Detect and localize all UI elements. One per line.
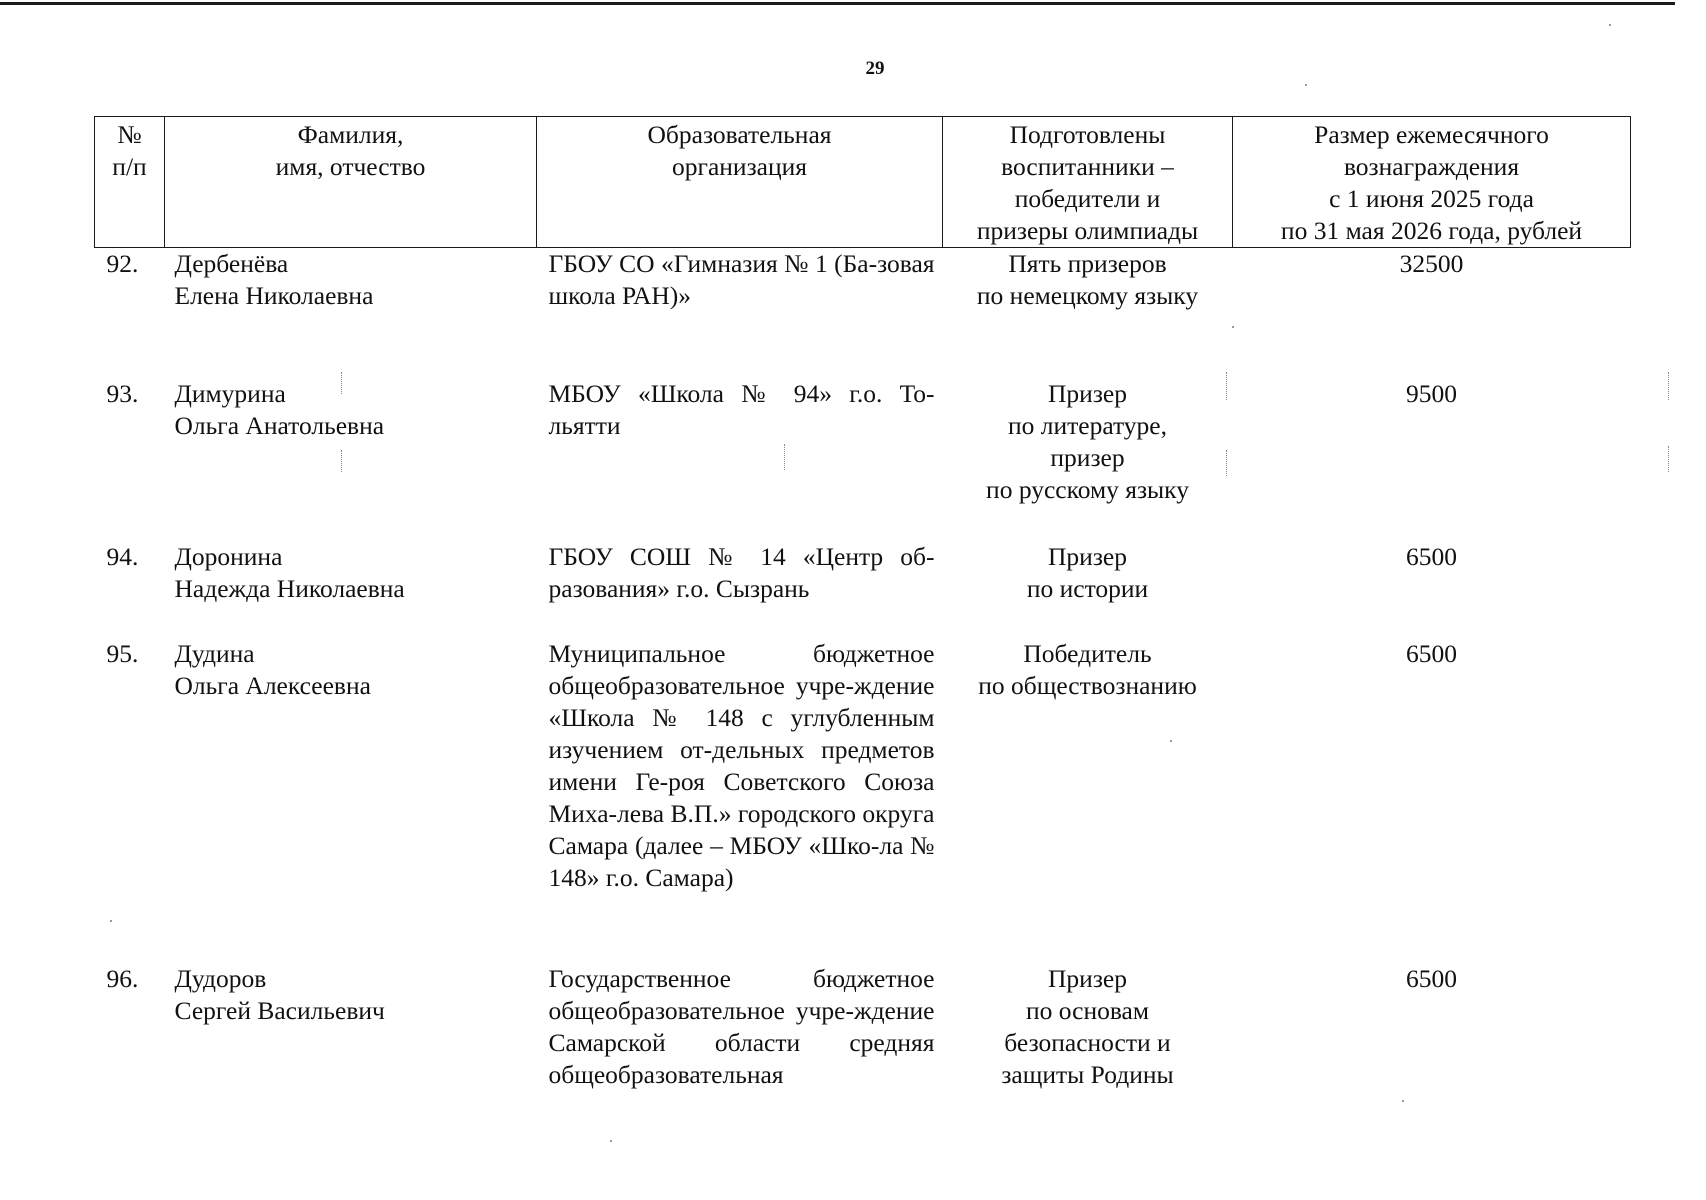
table-header bbox=[95, 117, 1631, 248]
row-organization: ГБОУ СОШ № 14 «Центр об-разования» г.о. Сызрань bbox=[548, 542, 935, 603]
row-organization: Государственное бюджетное общеобразовательное учре-ждение Самарской области средняя общеобразовательная bbox=[548, 964, 935, 1089]
row-full-name: Доронина Надежда Николаевна bbox=[174, 542, 405, 603]
header-organization: Образовательная организация bbox=[537, 117, 943, 248]
scan-speck bbox=[1305, 84, 1307, 86]
table-row bbox=[95, 541, 1631, 638]
table-row bbox=[95, 963, 1631, 1103]
scan-mark bbox=[784, 444, 786, 470]
row-organization: Муниципальное бюджетное общеобразовательное учре-ждение «Школа № 148 с углубленным изучением от-дельных предметов имени Ге-роя Советского Союза Миха-лева В.П.» городского округа Самара (далее – МБОУ «Шко-ла № 148» г.о. Самара) bbox=[548, 639, 935, 892]
row-achievement: Призер по основам безопасности и защиты Родины bbox=[1001, 964, 1174, 1089]
scan-mark bbox=[1226, 450, 1228, 476]
row-amount: 9500 bbox=[1406, 379, 1457, 408]
row-amount: 6500 bbox=[1406, 964, 1457, 993]
row-number: 93. bbox=[106, 379, 139, 408]
row-full-name: Дудоров Сергей Васильевич bbox=[174, 964, 385, 1025]
header-achievements: Подготовлены воспитанники – победители и призеры олимпиады bbox=[943, 117, 1233, 248]
scan-mark bbox=[1226, 372, 1228, 400]
row-number: 92. bbox=[106, 249, 139, 278]
row-full-name: Дудина Ольга Алексеевна bbox=[174, 639, 371, 700]
scan-mark bbox=[1668, 372, 1670, 400]
header-full-name: Фамилия, имя, отчество bbox=[165, 117, 537, 248]
row-amount: 32500 bbox=[1399, 249, 1464, 278]
row-achievement: Призер по литературе, призер по русскому языку bbox=[986, 379, 1189, 504]
header-reward-amount: Размер ежемесячного вознаграждения с 1 июня 2025 года по 31 мая 2026 года, рублей bbox=[1233, 117, 1631, 248]
table-row bbox=[95, 248, 1631, 379]
row-organization: МБОУ «Школа № 94» г.о. То-льятти bbox=[548, 379, 935, 440]
row-amount: 6500 bbox=[1406, 639, 1457, 668]
row-organization: ГБОУ СО «Гимназия № 1 (Ба-зовая школа РАН)» bbox=[548, 249, 935, 310]
row-number: 96. bbox=[106, 964, 139, 993]
row-achievement: Пять призеров по немецкому языку bbox=[976, 249, 1199, 310]
scan-speck bbox=[1170, 740, 1172, 742]
scan-speck bbox=[1402, 1100, 1404, 1102]
page-number: 29 bbox=[865, 58, 885, 79]
table-body bbox=[95, 248, 1631, 1104]
scan-mark bbox=[1668, 446, 1670, 472]
scan-speck bbox=[610, 1140, 612, 1142]
scan-mark bbox=[341, 372, 343, 394]
top-border-line bbox=[0, 2, 1675, 5]
row-number: 95. bbox=[106, 639, 139, 668]
row-full-name: Димурина Ольга Анатольевна bbox=[174, 379, 385, 440]
awards-table bbox=[94, 116, 1631, 1103]
table-row bbox=[95, 638, 1631, 963]
scan-speck bbox=[1232, 326, 1234, 328]
row-amount: 6500 bbox=[1406, 542, 1457, 571]
row-achievement: Победитель по обществознанию bbox=[978, 639, 1197, 700]
scan-speck bbox=[110, 920, 112, 922]
header-number: № п/п bbox=[95, 117, 165, 248]
header-row bbox=[95, 117, 1631, 248]
row-achievement: Призер по истории bbox=[1026, 542, 1149, 603]
scan-speck bbox=[1609, 24, 1611, 26]
row-full-name: Дербенёва Елена Николаевна bbox=[174, 249, 374, 310]
row-number: 94. bbox=[106, 542, 139, 571]
scan-mark bbox=[341, 450, 343, 472]
table-row bbox=[95, 378, 1631, 541]
